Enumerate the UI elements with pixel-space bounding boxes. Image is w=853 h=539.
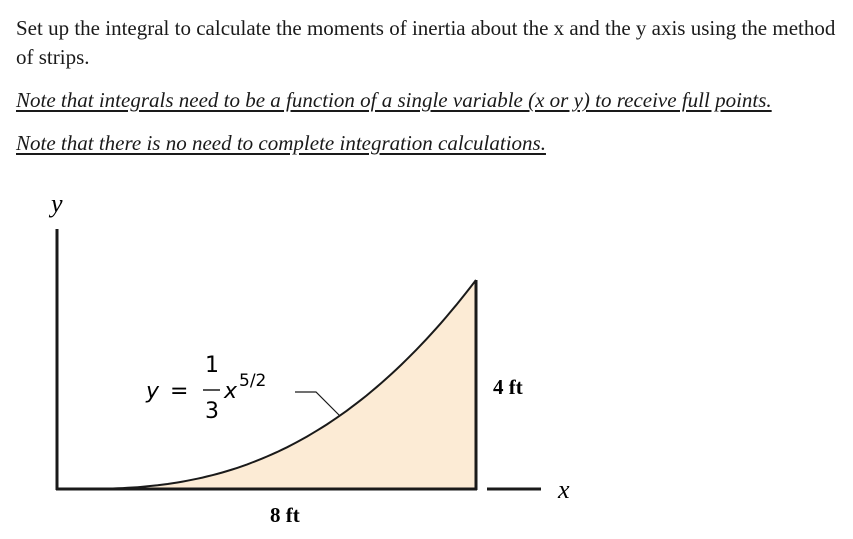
note-single-variable: Note that integrals need to be a function of a single variable (x or y) to receive full points. [16, 88, 772, 112]
note-no-integration: Note that there is no need to complete integration calculations. [16, 131, 546, 155]
height-dimension-label: 4 ft [493, 375, 523, 399]
curve-equation [145, 353, 266, 424]
equation-variable: x [224, 379, 238, 404]
shaded-region [78, 280, 476, 489]
equation-numerator: 1 [205, 353, 219, 378]
y-axis-label: y [51, 189, 63, 218]
x-axis-label: x [558, 475, 570, 504]
problem-prompt: Set up the integral to calculate the moments of inertia about the x and the y axis using the method of strips. [16, 16, 836, 69]
equation-exponent: 5/2 [239, 371, 267, 391]
equation-lhs: y [146, 379, 160, 404]
width-dimension-label: 8 ft [270, 503, 300, 527]
equation-leader-line [295, 392, 340, 416]
equation-equals: = [170, 379, 189, 404]
equation-denominator: 3 [205, 399, 219, 424]
